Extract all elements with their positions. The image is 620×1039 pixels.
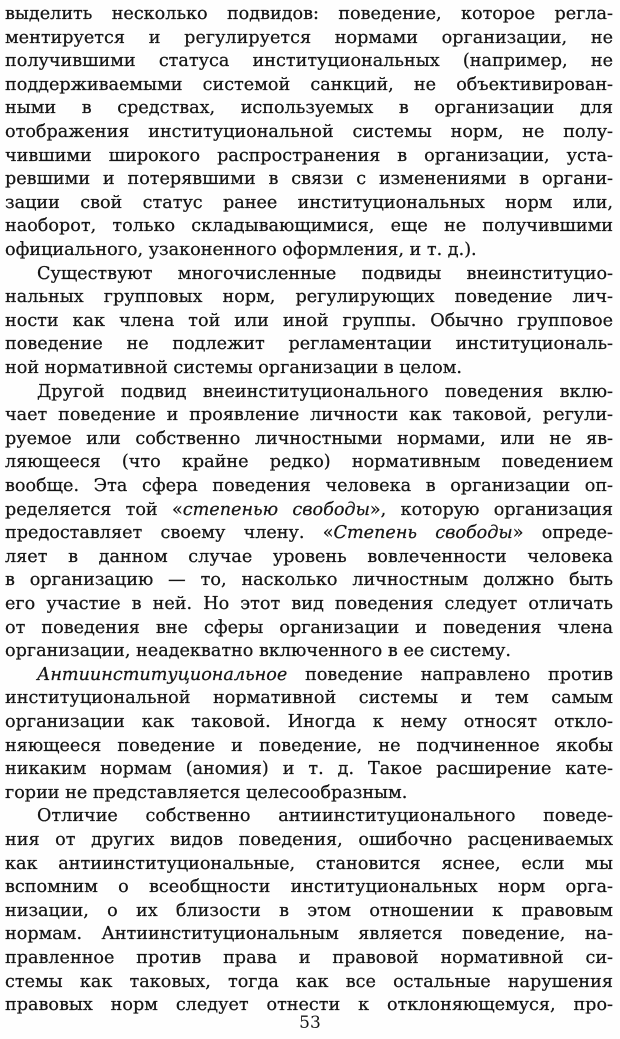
text-line: чает поведение и проявление личности как таковой, регули- [5, 405, 613, 426]
text-line: организации, неадекватно включенного в ее систему. [5, 641, 511, 662]
emphasized-phrase: степенью свободы [182, 499, 370, 520]
text-line: никаким нормам (аномия) и т. д. Такое расширение кате- [5, 759, 613, 780]
text-line: ментируется и регулируется нормами организации, не [5, 27, 613, 48]
text-line: как антиинституциональные, становится яснее, если мы [5, 853, 613, 874]
text-line: низации, о их близости в этом отношении к правовым [5, 900, 613, 921]
text-line: правленное против права и правовой нормативной си- [5, 948, 613, 968]
text-line: организации как таковой. Иногда к нему относят откло- [5, 712, 613, 732]
text-line: в организацию — то, насколько личностным должно быть [5, 570, 613, 591]
text-line: гории не представляется целесообразным. [5, 782, 408, 803]
text-line: Антиинституциональное поведение направлено против [37, 664, 613, 685]
text-line: от поведения вне сферы организации и поведения члена [5, 617, 613, 638]
text-line: ляет в данном случае уровень вовлеченности человека [5, 546, 613, 567]
text-line: институциональной нормативной системы и тем самым [5, 688, 613, 709]
text-line: поведение не подлежит регламентации институциональ- [5, 334, 613, 355]
page-number: 53 [299, 1013, 321, 1033]
text-line: ной нормативной системы организации в целом. [5, 358, 462, 378]
text-line: ревшими и потерявшими в связи с изменениями в органи- [5, 169, 613, 190]
text-line: стемы как таковых, тогда как все остальные нарушения [5, 971, 613, 992]
text-line: вспомним о всеобщности институциональных норм орга- [5, 877, 613, 898]
text-line: нальных групповых норм, регулирующих поведение лич- [5, 287, 613, 308]
text-line: Отличие собственно антиинституционального поведе- [37, 806, 613, 827]
text-line: правовых норм следует отнести к отклоняющемуся, про- [5, 995, 613, 1016]
text-line: выделить несколько подвидов: поведение, которое регла- [5, 4, 613, 24]
text-line: наоборот, только складывающимися, еще не получившими [5, 216, 613, 237]
text-line: чившими широкого распространения в организации, уста- [5, 145, 613, 166]
text-line: вообще. Эта сфера поведения человека в организации оп- [5, 476, 613, 496]
text-line: Существуют многочисленные подвиды внеинституцио- [37, 263, 613, 284]
text-line: няющееся поведение и поведение, не подчиненное якобы [5, 735, 613, 756]
text-line: ния от других видов поведения, ошибочно расцениваемых [5, 830, 613, 850]
text-line: отображения институциональной системы норм, не полу- [5, 122, 613, 142]
text-line: получившими статуса институциональных (например, не [5, 51, 613, 72]
text-line: нормам. Антиинституциональным является поведение, на- [5, 924, 613, 945]
text-line: ляющееся (что крайне редко) нормативным поведением [5, 452, 613, 473]
text-line: ными в средствах, используемых в организации для [5, 98, 613, 119]
text-line: зации свой статус ранее институциональных норм или, [5, 192, 613, 213]
text-line: Другой подвид внеинституционального поведения вклю- [37, 381, 613, 402]
emphasized-phrase: Степень свободы [333, 523, 513, 544]
emphasized-phrase: Антиинституциональное [37, 664, 288, 685]
text-line: ности как члена той или иной группы. Обычно групповое [5, 310, 613, 331]
text-line: ределяется той «степенью свободы», которую организация [5, 499, 613, 520]
text-line: предоставляет своему члену. «Степень свободы» опреде- [5, 523, 613, 544]
text-line: официального, узаконенного оформления, и т. д.). [5, 240, 477, 260]
text-line: поддерживаемыми системой санкций, не объективирован- [5, 74, 613, 95]
text-line: его участие в ней. Но этот вид поведения следует отличать [5, 594, 613, 614]
text-line: руемое или собственно личностными нормами, или не яв- [5, 428, 613, 449]
